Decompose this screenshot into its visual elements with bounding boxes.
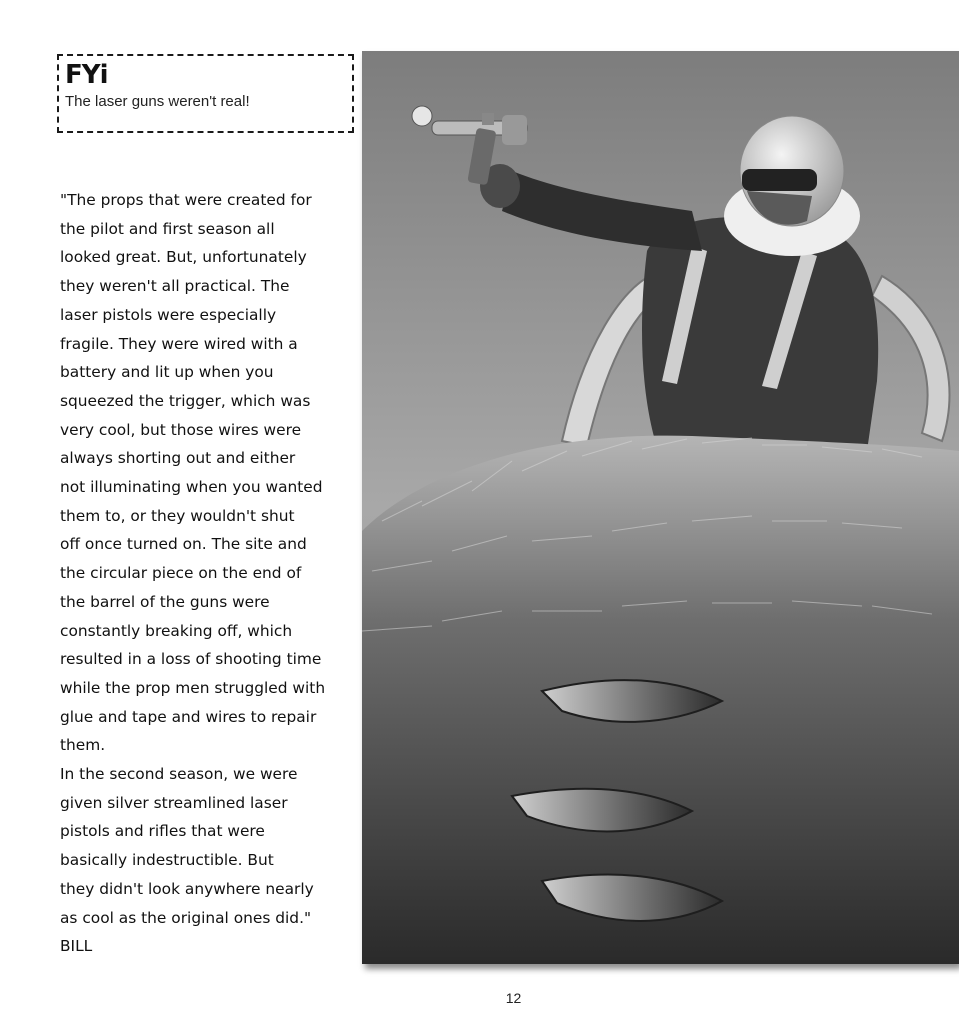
- quote-block: [60, 186, 350, 961]
- fyi-box: [57, 54, 354, 133]
- page-number: 12: [505, 990, 522, 1006]
- goggles: [742, 169, 817, 191]
- fyi-title: FYi: [65, 60, 108, 90]
- fyi-text: The laser guns weren't real!: [65, 93, 250, 110]
- photo-illustration: [362, 51, 959, 964]
- photo-man-with-laser-gun: [362, 51, 959, 964]
- quote-paragraph-2: In the second season, we were given silver streamlined laser pistols and rifles that were basically indestructible. But they didn't look anywhere nearly as cool as the original ones did.": [60, 765, 314, 927]
- quote-paragraph-1: "The props that were created for the pilot and first season all looked great. But, unfortunately they weren't all practical. The laser pistols were especially fragile. They were wired with a battery and lit up when you squeezed the trigger, which was very cool, but those wires were always shorting out and either not illuminating when you wanted them to, or they wouldn't shut off once turned on. The site and the circular piece on the end of the barrel of the guns were constantly breaking off, which resulted in a loss of shooting time while the prop men struggled with glue and tape and wires to repair them.: [60, 191, 326, 755]
- quote-attribution: BILL: [60, 937, 93, 956]
